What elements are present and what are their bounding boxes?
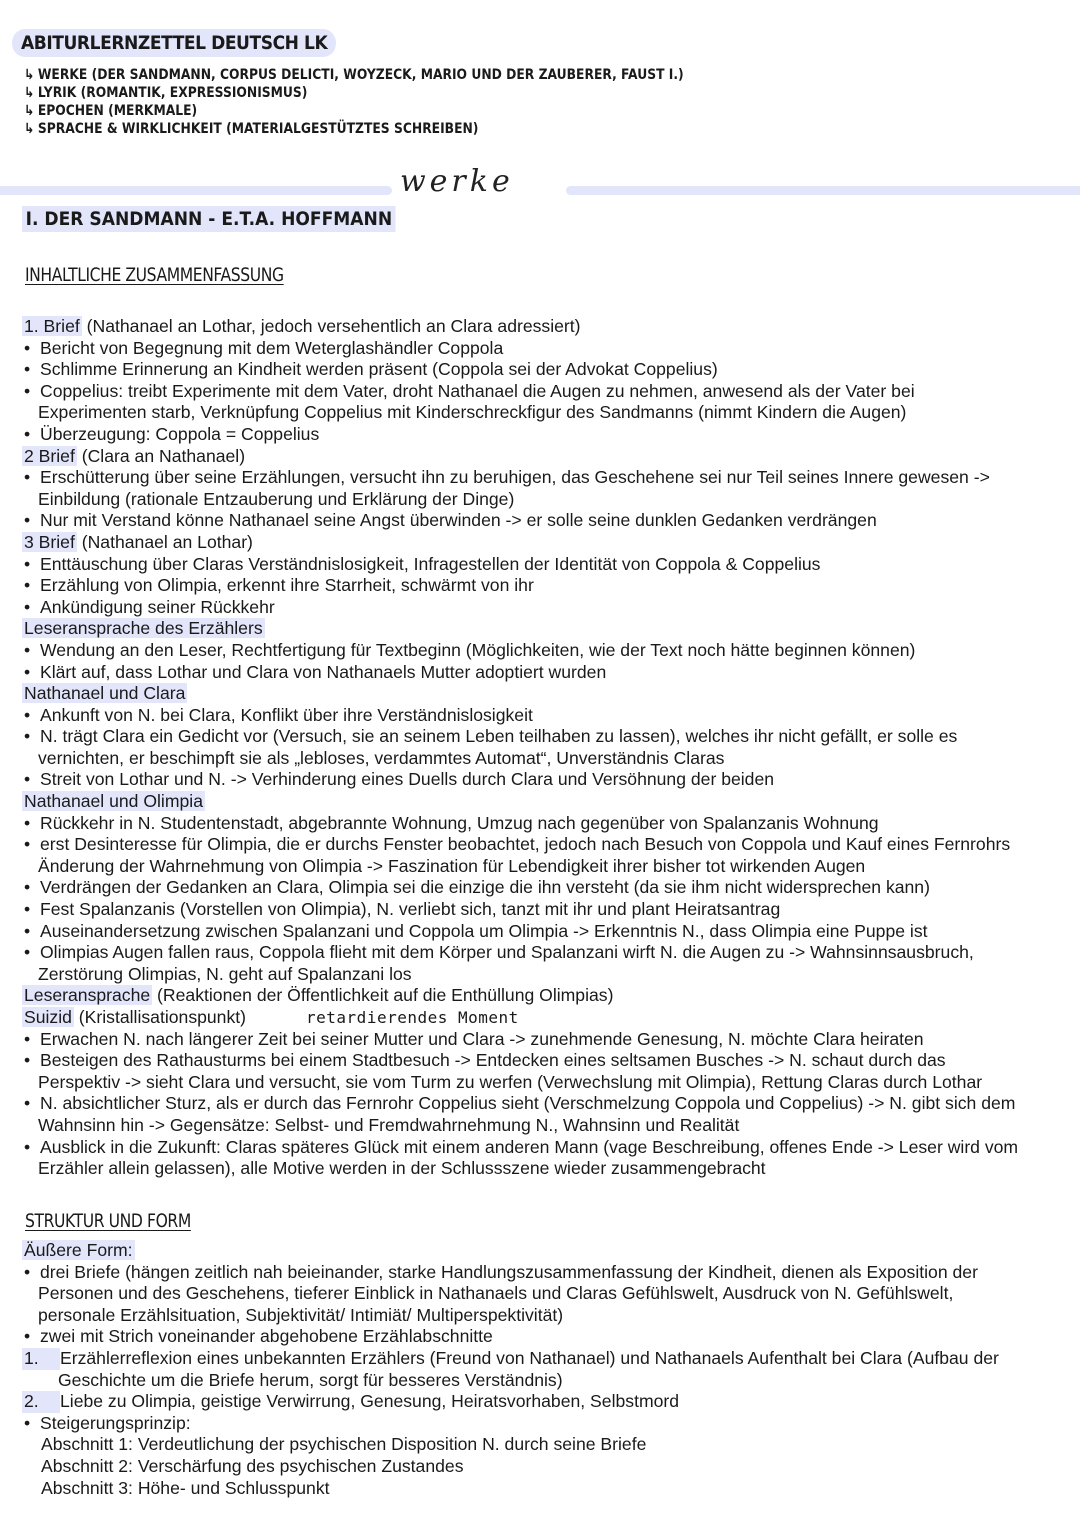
leser2-heading: Leseransprache (Reaktionen der Öffentlichkeit auf die Enthüllung Olimpias) <box>24 985 614 1006</box>
steigerung-label: Steigerungsprinzip: <box>40 1412 191 1433</box>
structure-heading: STRUKTUR UND FORM <box>25 1210 191 1232</box>
divider-word: werke <box>400 164 514 199</box>
list-item: Besteigen des Rathausturms bei einem Stadtbesuch -> Entdecken eines seltsamen Busches -> N. schaut durch das <box>40 1050 946 1071</box>
toc-item: ↳ EPOCHEN (MERKMALE) <box>24 103 198 119</box>
list-item: Schlimme Erinnerung an Kindheit werden präsent (Coppola sei der Advokat Coppelius) <box>40 359 718 380</box>
list-item: Überzeugung: Coppola = Coppelius <box>40 423 320 444</box>
list-item-cont: vernichten, er beschimpft sie als „lebloses, verdammtes Automat“, Unverständnis Claras <box>38 747 725 768</box>
arrow-icon: ↳ <box>24 67 35 83</box>
list-item: Enttäuschung über Claras Verständnislosigkeit, Infragestellen der Identität von Coppola & Coppelius <box>40 553 821 574</box>
toc-item: ↳ SPRACHE & WIRKLICHKEIT (MATERIALGESTÜTZTES SCHREIBEN) <box>24 121 479 137</box>
list-item: Erzählung von Olimpia, erkennt ihre Starrheit, schwärmt von ihr <box>40 575 534 596</box>
list-item-cont: Perspektiv -> sieht Clara und versucht, sie vom Turm zu werfen (Verwechslung mit Olimpia), Rettung Claras durch Lothar <box>38 1071 983 1092</box>
list-item: zwei mit Strich voneinander abgehobene Erzählabschnitte <box>40 1326 493 1347</box>
structure-content: Äußere Form: • drei Briefe (hängen zeitlich nah beieinander, starke Handlungszusammenfassung der Kindheit, dienen als Exposition der Personen und des Geschehens, tieferer Einblick in Nathanaels und Claras Gefühlswelt, Ausdruck von N. Gefühlswelt, personale Erzählsituation, Subjektivität/ Intimiät/ Multiperspektivität) • zwei mit Strich voneinander abgehobene Erzählabschnitte 1. Erzählerreflexion eines unbekannten Erzählers (Freund von Nathanael) und Nathanaels Aufenthalt bei Clara (Aufbau der Geschichte um die Briefe herum, sorgt für besseres Verständnis) 2. Liebe zu Olimpia, geistige Verwirrung, Genesung, Heiratsvorhaben, Selbstmord • Steigerungsprinzip: Abschnitt 1: Verdeutlichung der psychischen Disposition N. durch seine Briefe Abschnitt 2: Verschärfung des psychischen Zustandes Abschnitt 3: Höhe- und Schlusspunkt <box>24 1240 999 1498</box>
abschnitt-item: Abschnitt 1: Verdeutlichung der psychischen Disposition N. durch seine Briefe <box>41 1434 647 1455</box>
list-item-cont: personale Erzählsituation, Subjektivität/ Intimiät/ Multiperspektivität) <box>38 1304 564 1325</box>
brief1-heading: 1. Brief (Nathanael an Lothar, jedoch versehentlich an Clara adressiert) <box>24 316 581 336</box>
outer-form-label: Äußere Form: <box>24 1240 133 1260</box>
table-of-contents <box>24 66 774 138</box>
abschnitt-item: Abschnitt 2: Verschärfung des psychischen Zustandes <box>41 1455 464 1476</box>
list-item: Nur mit Verstand könne Nathanael seine Angst überwinden -> er solle seine dunklen Gedanken verdrängen <box>40 510 877 531</box>
list-item: Rückkehr in N. Studentenstadt, abgebrannte Wohnung, Umzug nach gegenüber von Spalanzanis Wohnung <box>40 812 879 833</box>
toc-item: ↳ LYRIK (ROMANTIK, EXPRESSIONISMUS) <box>24 85 308 101</box>
list-item: Wendung an den Leser, Rechtfertigung für Textbeginn (Möglichkeiten, wie der Text noch hätte beginnen können) <box>40 639 916 660</box>
list-number: 2. <box>22 1391 60 1413</box>
handwritten-note: retardierendes Moment <box>306 1008 519 1027</box>
list-item: Fest Spalanzanis (Vorstellen von Olimpia), N. verliebt sich, tanzt mit ihr und plant Heiratsantrag <box>40 899 781 920</box>
list-item: Ankunft von N. bei Clara, Konflikt über ihre Verständnislosigkeit <box>40 704 533 725</box>
toc-item: ↳ WERKE (DER SANDMANN, CORPUS DELICTI, WOYZECK, MARIO UND DER ZAUBERER, FAUST I.) <box>24 67 684 83</box>
list-item-cont: Einbildung (rationale Entzauberung und Erklärung der Dinge) <box>38 488 515 509</box>
brief3-heading: 3 Brief (Nathanael an Lothar) <box>24 531 253 552</box>
list-item-cont: Personen und des Geschehens, tieferer Einblick in Nathanaels und Claras Gefühlswelt, Ausdruck von N. Gefühlswelt, <box>38 1283 954 1304</box>
list-item-cont: Erzähler allein gelassen), alle Motive werden in der Schlussszene wieder zusammengebracht <box>38 1158 766 1179</box>
list-item: Ausblick in die Zukunft: Claras späteres Glück mit einem anderen Mann (vage Beschreibung, offenes Ende -> Leser wird vom <box>40 1136 1019 1157</box>
list-item: Verdrängen der Gedanken an Clara, Olimpia sei die einzige die ihn versteht (da sie ihm nicht widersprechen kann) <box>40 877 930 898</box>
summary-content: 1. Brief (Nathanael an Lothar, jedoch versehentlich an Clara adressiert) • Bericht von Begegnung mit dem Weterglashändler Coppola • Schlimme Erinnerung an Kindheit werden präsent (Coppola sei der Advokat Coppelius) • Coppelius: treibt Experimente mit dem Vater, droht Nathanael die Augen zu nehmen, anwesend als der Vater bei Experimenten starb, Verknüpfung Coppelius mit Kinderschreckfigur des Sandmanns (nimmt Kindern die Augen) • Überzeugung: Coppola = Coppelius 2 Brief (Clara an Nathanael) • Erschütterung über seine Erzählungen, versucht ihn zu beruhigen, das Geschehene sei nur Teil seines Innere gewesen -> Einbildung (rationale Entzauberung und Erklärung der Dinge) • Nur mit Verstand könne Nathanael seine Angst überwinden -> er solle seine dunklen Gedanken verdrängen 3 Brief (Nathanael an Lothar) • Enttäuschung über Claras Verständnislosigkeit, Infragestellen der Identität von Coppola & Coppelius • Erzählung von Olimpia, erkennt ihre Starrheit, schwärmt von ihr • Ankündigung seiner Rückkehr Leseransprache des Erzählers • Wendung an den Leser, Rechtfertigung für Textbeginn (Möglichkeiten, wie der Text noch hätte beginnen können) • Klärt auf, dass Lothar und Clara von Nathanaels Mutter adoptiert wurden Nathanael und Clara • Ankunft von N. bei Clara, Konflikt über ihre Verständnislosigkeit • N. trägt Clara ein Gedicht vor (Versuch, sie an seinem Leben teilhaben zu lassen), welches ihr nicht gefällt, er solle es vernichten, er beschimpft sie als „lebloses, verdammtes Automat“, Unverständnis Claras • Streit von Lothar und N. -> Verhinderung eines Duells durch Clara und Versöhnung der beiden Nathanael und Olimpia • Rückkehr in N. Studentenstadt, abgebrannte Wohnung, Umzug nach gegenüber von Spalanzanis Wohnung • erst Desinteresse für Olimpia, die er durchs Fenster beobachtet, jedoch nach Besuch von Coppola und Kauf eines Fernrohrs Änderung der Wahrnehmung von Olimpia -> Faszination für Lebendigkeit ihrer bisher tot wirkenden Augen • Verdrängen der Gedanken an Clara, Olimpia sei die einzige die ihn versteht (da sie ihm nicht widersprechen kann) • Fest Spalanzanis (Vorstellen von Olimpia), N. verliebt sich, tanzt mit ihr und plant Heiratsantrag • Auseinandersetzung zwischen Spalanzani und Coppola um Olimpia -> Erkenntnis N., dass Olimpia eine Puppe ist • Olimpias Augen fallen raus, Coppola flieht mit dem Körper und Spalanzani wirft N. die Augen zu -> Wahnsinnsausbruch, Zerstörung Olimpias, N. geht auf Spalanzani los Leseransprache (Reaktionen der Öffentlichkeit auf die Enthüllung Olimpias) Suizid (Kristallisationspunkt) retardierendes Moment • Erwachen N. nach längerer Zeit bei seiner Mutter und Clara -> zunehmende Genesung, N. möchte Clara heiraten • Besteigen des Rathausturms bei einem Stadtbesuch -> Entdecken eines seltsamen Busches -> N. schaut durch das Perspektiv -> sieht Clara und versucht, sie vom Turm zu werfen (Verwechslung mit Olimpia), Rettung Claras durch Lothar • N. absichtlicher Sturz, als er durch das Fernrohr Coppelius sieht (Verschmelzung Coppola und Coppelius) -> N. gibt sich dem Wahnsinn hin -> Gegensätze: Selbst- und Fremdwahrnehmung N., Wahnsinn und Realität • Ausblick in die Zukunft: Claras späteres Glück mit einem anderen Mann (vage Beschreibung, offenes Ende -> Leser wird vom Erzähler allein gelassen), alle Motive werden in der Schlussszene wieder zusammengebracht <box>24 316 1080 1180</box>
leser1-heading: Leseransprache des Erzählers <box>24 618 263 639</box>
list-item: Ankündigung seiner Rückkehr <box>40 596 275 617</box>
suizid-heading: Suizid (Kristallisationspunkt) retardierendes Moment <box>24 1007 519 1027</box>
list-item-cont: Wahnsinn hin -> Gegensätze: Selbst- und Fremdwahrnehmung N., Wahnsinn und Realität <box>38 1114 740 1135</box>
list-item: N. absichtlicher Sturz, als er durch das Fernrohr Coppelius sieht (Verschmelzung Coppola und Coppelius) -> N. gibt sich dem <box>40 1093 1016 1114</box>
brief2-heading: 2 Brief (Clara an Nathanael) <box>24 445 246 466</box>
list-item: erst Desinteresse für Olimpia, die er durchs Fenster beobachtet, jedoch nach Besuch von Coppola und Kauf eines Fernrohrs <box>40 834 1011 855</box>
arrow-icon: ↳ <box>24 121 35 137</box>
list-item: Bericht von Begegnung mit dem Weterglashändler Coppola <box>40 337 504 358</box>
clara-heading: Nathanael und Clara <box>24 683 186 704</box>
abschnitt-item: Abschnitt 3: Höhe- und Schlusspunkt <box>41 1477 330 1498</box>
list-item: Streit von Lothar und N. -> Verhinderung eines Duells durch Clara und Versöhnung der beiden <box>40 769 775 790</box>
arrow-icon: ↳ <box>24 85 35 101</box>
list-item: Erwachen N. nach längerer Zeit bei seiner Mutter und Clara -> zunehmende Genesung, N. möchte Clara heiraten <box>40 1028 924 1049</box>
numbered-item: Liebe zu Olimpia, geistige Verwirrung, Genesung, Heiratsvorhaben, Selbstmord <box>60 1391 680 1412</box>
arrow-icon: ↳ <box>24 103 35 119</box>
summary-heading: INHALTLICHE ZUSAMMENFASSUNG <box>25 264 284 286</box>
list-item: Coppelius: treibt Experimente mit dem Vater, droht Nathanael die Augen zu nehmen, anwesend als der Vater bei <box>40 380 915 401</box>
list-item-cont: Experimenten starb, Verknüpfung Coppelius mit Kinderschreckfigur des Sandmanns (nimmt Kindern die Augen) <box>38 402 907 423</box>
list-item-cont: Zerstörung Olimpias, N. geht auf Spalanzani los <box>38 963 412 984</box>
list-item: Erschütterung über seine Erzählungen, versucht ihn zu beruhigen, das Geschehene sei nur Teil seines Innere gewesen -> <box>40 467 990 488</box>
list-item: Auseinandersetzung zwischen Spalanzani und Coppola um Olimpia -> Erkenntnis N., dass Olimpia eine Puppe ist <box>40 920 928 941</box>
page-title: ABITURLERNZETTEL DEUTSCH LK <box>12 29 336 57</box>
section-title: I. DER SANDMANN - E.T.A. HOFFMANN <box>22 206 396 232</box>
list-number: 1. <box>22 1348 60 1370</box>
olimpia-heading: Nathanael und Olimpia <box>24 791 203 812</box>
numbered-item-cont: Geschichte um die Briefe herum, sorgt für besseres Verständnis) <box>58 1369 563 1390</box>
list-item-cont: Änderung der Wahrnehmung von Olimpia -> Faszination für Lebendigkeit ihrer bisher tot wirkenden Augen <box>38 855 866 876</box>
list-item: Klärt auf, dass Lothar und Clara von Nathanaels Mutter adoptiert wurden <box>40 661 607 682</box>
list-item: drei Briefe (hängen zeitlich nah beieinander, starke Handlungszusammenfassung der Kindheit, dienen als Exposition der <box>40 1261 978 1282</box>
divider-bar-left <box>0 186 392 195</box>
numbered-item: Erzählerreflexion eines unbekannten Erzählers (Freund von Nathanael) und Nathanaels Aufenthalt bei Clara (Aufbau der <box>60 1347 999 1368</box>
divider-bar-right <box>566 186 1080 195</box>
list-item: Olimpias Augen fallen raus, Coppola flieht mit dem Körper und Spalanzani wirft N. die Augen zu -> Wahnsinnsausbruch, <box>40 942 974 963</box>
list-item: N. trägt Clara ein Gedicht vor (Versuch, sie an seinem Leben teilhaben zu lassen), welches ihr nicht gefällt, er solle es <box>40 726 958 747</box>
